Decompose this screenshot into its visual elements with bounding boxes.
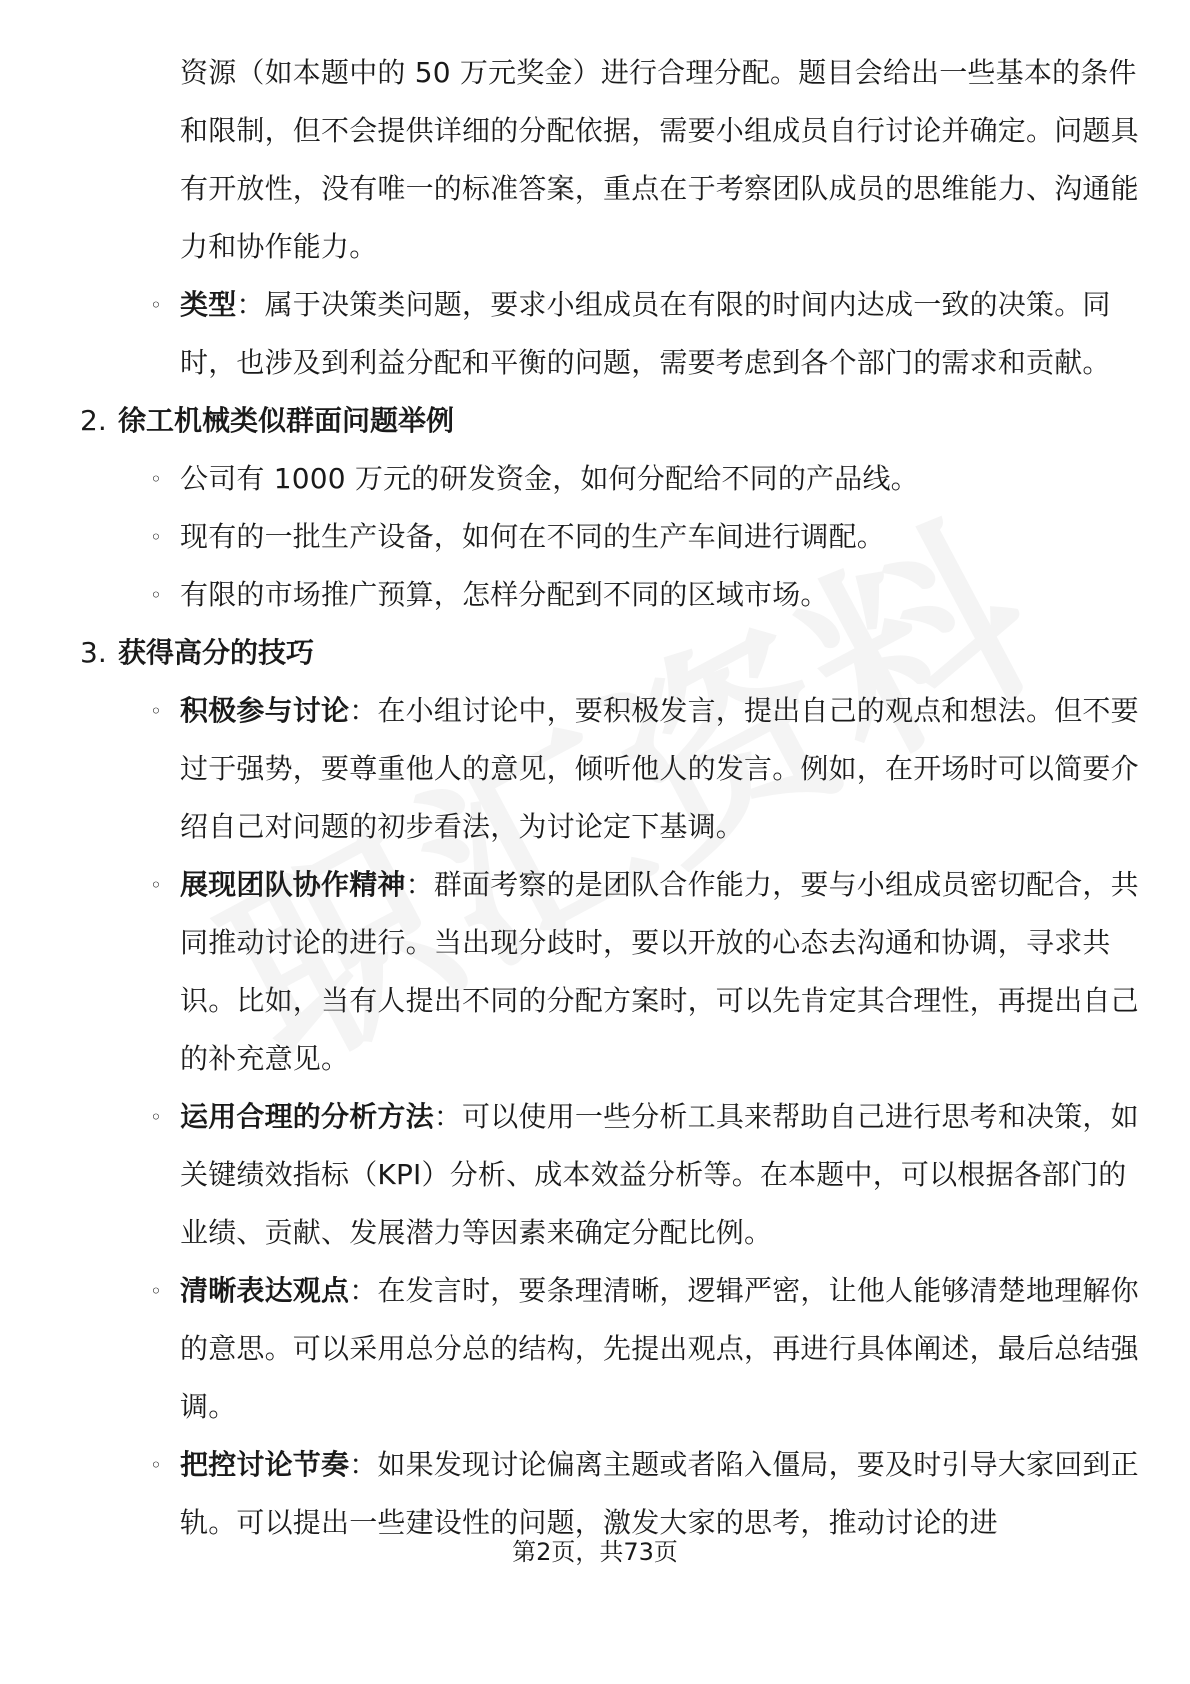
item-text: 现有的一批生产设备，如何在不同的生产车间进行调配。 bbox=[180, 520, 886, 553]
intro-paragraph: 资源（如本题中的 50 万元奖金）进行合理分配。题目会给出一些基本的条件和限制，但不会提供详细的分配依据，需要小组成员自行讨论并确定。问题具有开放性，没有唯一的标准答案，重点在于考察团队成员的思维能力、沟通能力和协作能力。 bbox=[180, 56, 1139, 263]
section-title: 获得高分的技巧 bbox=[118, 636, 315, 669]
list-item bbox=[80, 566, 1140, 624]
bullet-icon: ◦ bbox=[150, 293, 162, 317]
list-item bbox=[80, 450, 1140, 508]
bullet-icon: ◦ bbox=[150, 699, 162, 723]
item-text: 有限的市场推广预算，怎样分配到不同的区域市场。 bbox=[180, 578, 829, 611]
list-item bbox=[80, 1262, 1140, 1436]
section-heading-3 bbox=[80, 624, 1140, 682]
item-text: ：属于决策类问题，要求小组成员在有限的时间内达成一致的决策。同时，也涉及到利益分配和平衡的问题，需要考虑到各个部门的需求和贡献。 bbox=[180, 288, 1111, 379]
page-footer: 第2页，共73页 bbox=[512, 1538, 678, 1566]
list-item bbox=[80, 682, 1140, 856]
item-text: ：群面考察的是团队合作能力，要与小组成员密切配合，共同推动讨论的进行。当出现分歧时，要以开放的心态去沟通和协调，寻求共识。比如，当有人提出不同的分配方案时，可以先肯定其合理性，再提出自己的补充意见。 bbox=[180, 868, 1139, 1075]
item-text: ：可以使用一些分析工具来帮助自己进行思考和决策，如关键绩效指标（KPI）分析、成本效益分析等。在本题中，可以根据各部门的业绩、贡献、发展潜力等因素来确定分配比例。 bbox=[180, 1100, 1139, 1249]
item-label: 清晰表达观点 bbox=[180, 1274, 350, 1307]
bullet-icon: ◦ bbox=[150, 1453, 162, 1477]
item-label: 运用合理的分析方法 bbox=[180, 1100, 434, 1133]
list-item-type bbox=[80, 276, 1140, 392]
bullet-icon: ◦ bbox=[150, 467, 162, 491]
section-title: 徐工机械类似群面问题举例 bbox=[118, 404, 455, 437]
bullet-icon: ◦ bbox=[150, 1279, 162, 1303]
section-number: 3. bbox=[80, 636, 107, 669]
item-label: 积极参与讨论 bbox=[180, 694, 350, 727]
item-text: ：在发言时，要条理清晰，逻辑严密，让他人能够清楚地理解你的意思。可以采用总分总的结构，先提出观点，再进行具体阐述，最后总结强调。 bbox=[180, 1274, 1139, 1423]
list-item bbox=[80, 1088, 1140, 1262]
item-label: 把控讨论节奏 bbox=[180, 1448, 350, 1481]
item-text: ：在小组讨论中，要积极发言，提出自己的观点和想法。但不要过于强势，要尊重他人的意见，倾听他人的发言。例如，在开场时可以简要介绍自己对问题的初步看法，为讨论定下基调。 bbox=[180, 694, 1139, 843]
section-number: 2. bbox=[80, 404, 107, 437]
item-label: 展现团队协作精神 bbox=[180, 868, 406, 901]
list-item bbox=[80, 856, 1140, 1088]
bullet-icon: ◦ bbox=[150, 583, 162, 607]
item-text: 公司有 1000 万元的研发资金，如何分配给不同的产品线。 bbox=[180, 462, 919, 495]
section-heading-2 bbox=[80, 392, 1140, 450]
bullet-icon: ◦ bbox=[150, 1105, 162, 1129]
list-item bbox=[80, 1436, 1140, 1552]
list-item bbox=[80, 508, 1140, 566]
bullet-icon: ◦ bbox=[150, 525, 162, 549]
bullet-icon: ◦ bbox=[150, 873, 162, 897]
item-text: ：如果发现讨论偏离主题或者陷入僵局，要及时引导大家回到正轨。可以提出一些建设性的问题，激发大家的思考，推动讨论的进 bbox=[180, 1448, 1139, 1539]
document-content bbox=[80, 44, 1140, 1552]
item-label: 类型 bbox=[180, 288, 237, 321]
